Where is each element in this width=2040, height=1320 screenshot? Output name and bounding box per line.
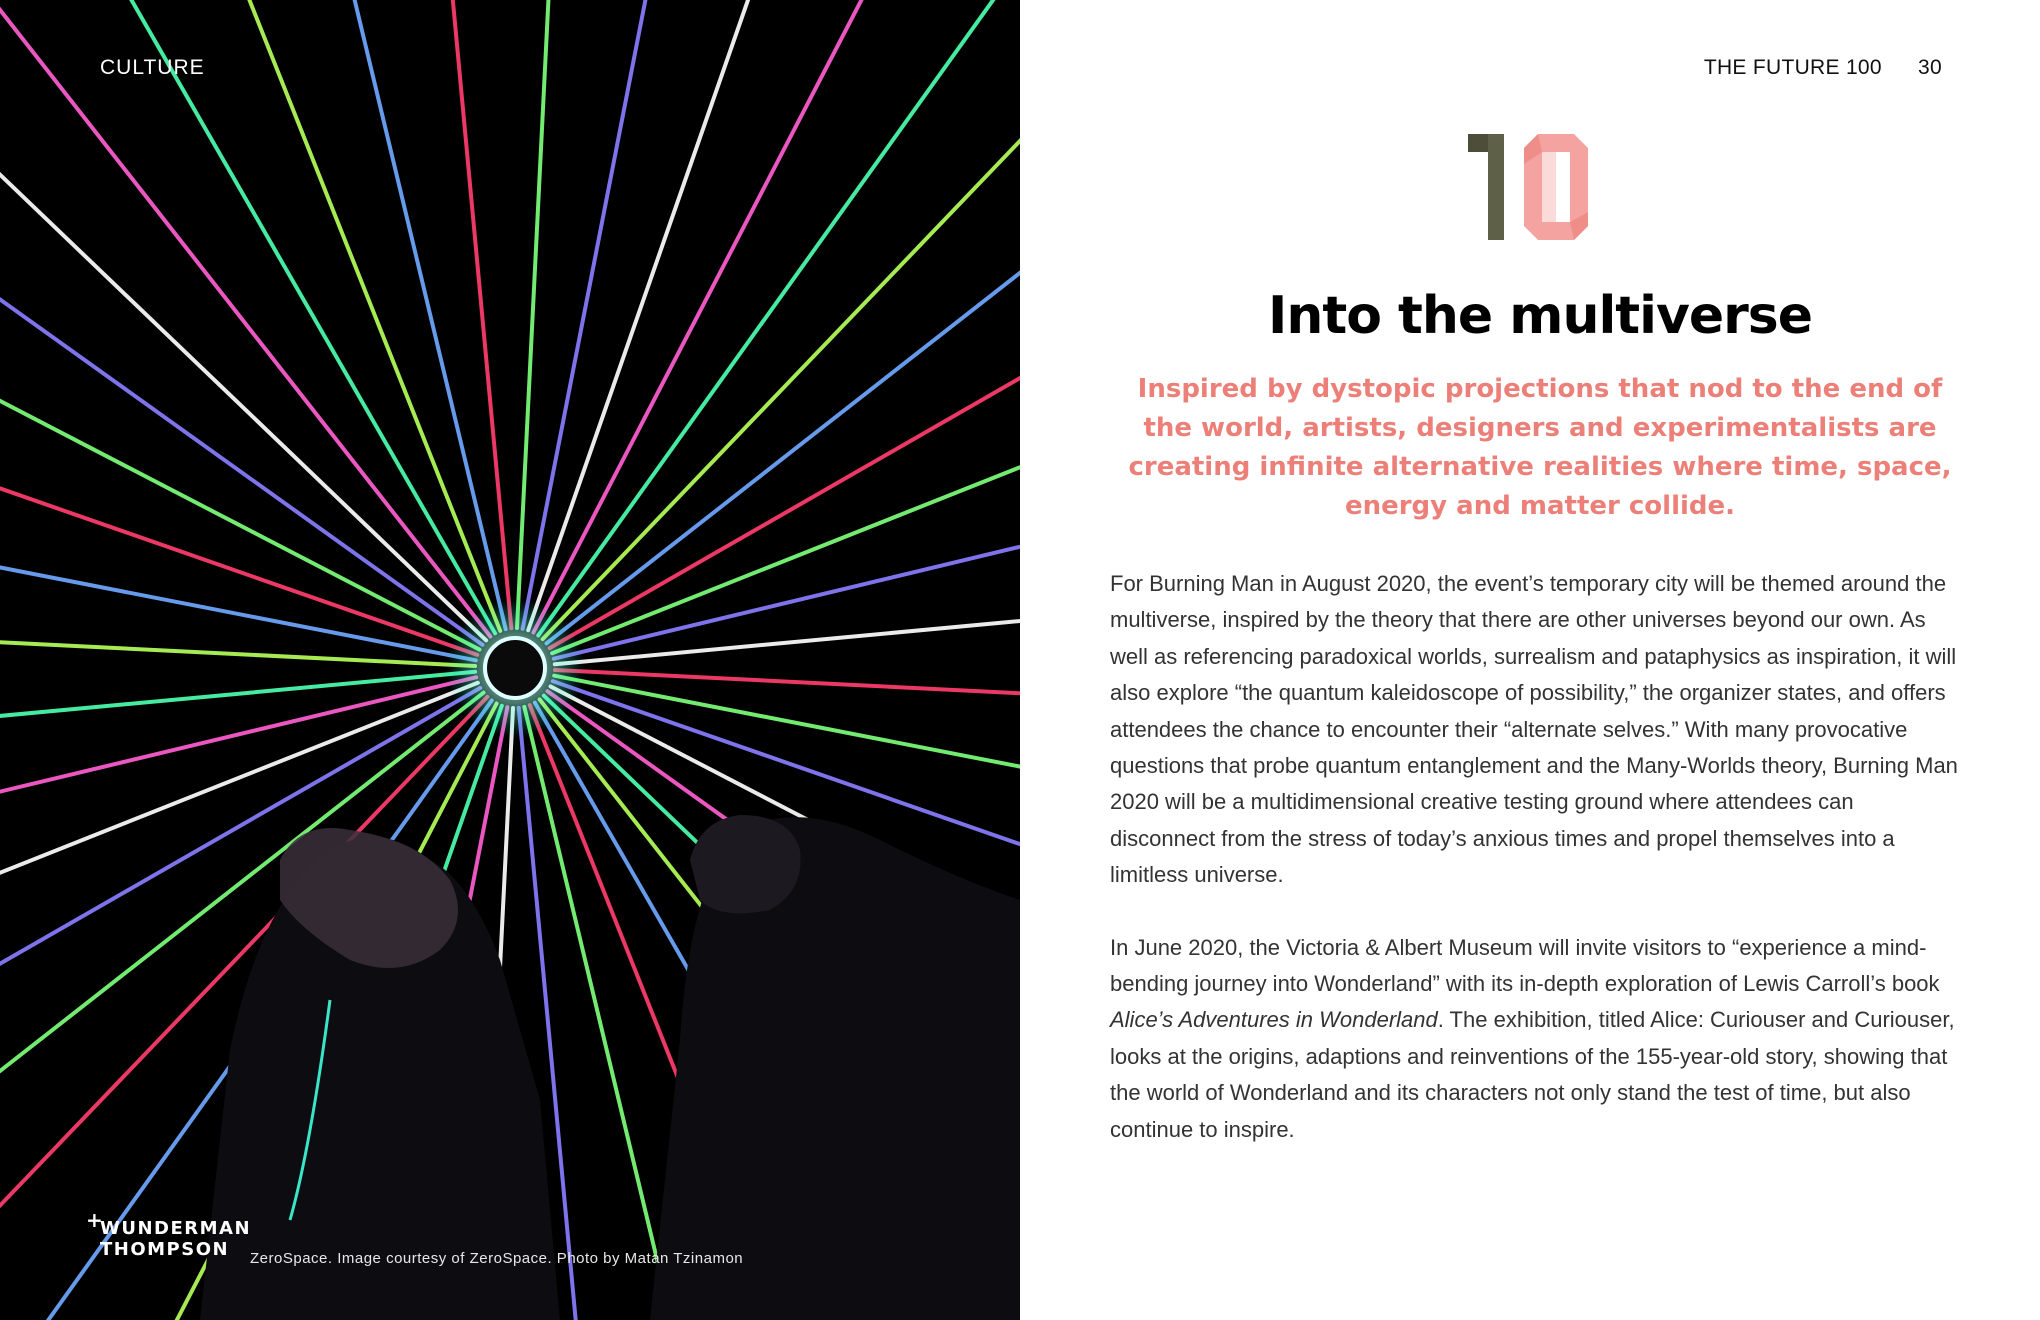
laser-beam [538,0,1020,635]
section-label: CULTURE [100,56,205,79]
book-title: Alice’s Adventures in Wonderland [1110,1007,1438,1033]
digit-one [1468,134,1504,240]
digit-zero [1524,134,1588,240]
photo-caption: ZeroSpace. Image courtesy of ZeroSpace. Photo by Matan Tzinamon [250,1250,744,1267]
publication-title: THE FUTURE 100 [1703,56,1882,79]
body-paragraph-2 [1110,930,1960,1148]
headline: Into the multiverse [1267,286,1813,346]
laser-beam [550,0,1020,648]
logo-line-1: WUNDERMAN [100,1218,252,1239]
body-paragraph-1: For Burning Man in August 2020, the event’s temporary city will be themed around the multiverse, inspired by the theory that there are other universes beyond our own. As well as referencing paradoxical worlds, surrealism and pataphysics as inspiration, it will also explore “the quantum kaleidoscope of possibility,” the organizer states, and offers attendees the chance to encounter their “alternate selves.” With many provocative questions that probe quantum entanglement and the Many-Worlds theory, Burning Man 2020 will be a multidimensional creative testing ground where attendees can disconnect from the stress of today’s anxious times and propel themselves into a limitless universe. [1110,571,1958,888]
paragraph-2-start: In June 2020, the Victoria & Albert Museum will invite visitors to “experience a mind-bending journey into Wonderland” with its in-depth exploration of Lewis Carroll’s book [1110,934,1940,997]
laser-beam [165,0,506,629]
standfirst: Inspired by dystopic projections that nod to the end of the world, artists, designers and experimentalists are creating infinite alternative realities where time, space, energy and matter collide. [1128,374,1952,521]
laser-beam [0,0,479,650]
body-text [1110,566,1960,1184]
laser-beam [523,0,803,629]
light-source-core [485,638,545,698]
laser-beam [0,381,476,661]
laser-beam [555,529,1020,664]
laser-beam [517,0,590,628]
laser-beam [376,0,511,628]
page-number: 30 [1918,56,1942,79]
laser-beam [0,0,482,645]
wunderman-thompson-logo [86,1208,252,1260]
laser-beam [0,0,500,631]
logo-line-2: THOMPSON [100,1239,230,1260]
right-person-head [690,815,801,913]
running-head [1704,56,1942,80]
laser-beam [543,0,1020,639]
logo-plus-icon: + [86,1208,105,1232]
trend-number-graphic [1468,134,1588,240]
paragraph-2-end: . The exhibition, titled Alice: Curiouser and Curiouser, looks at the origins, adaptions and reinventions of the 155-year-old story, showing that the world of Wonderland and its characters not only stand the test of time, but also continue to inspire. [1110,1007,1955,1142]
laser-beam [0,0,490,636]
laser-beam [0,0,495,633]
laser-beam [547,0,1020,643]
